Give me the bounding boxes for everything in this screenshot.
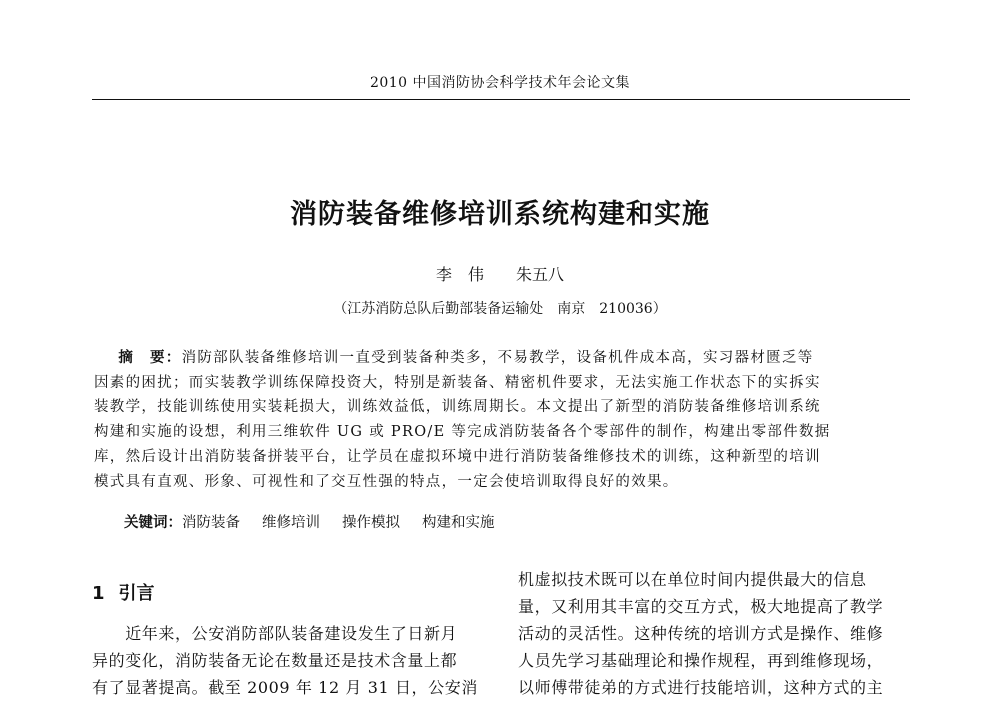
keywords-label: 关键词： [124,515,182,531]
abstract-line: 构建和实施的设想，利用三维软件 UG 或 PRO/E 等完成消防装备各个零部件的制作，构建出零部件数据 [94,424,831,441]
keyword: 构建和实施 [422,515,495,531]
abstract-line: 装教学，技能训练使用实装耗损大，训练效益低，训练周期长。本文提出了新型的消防装备维修培训系统 [94,399,821,416]
body-line: 以师傅带徒弟的方式进行技能培训，这种方式的主 [518,678,884,697]
keyword: 消防装备 [182,515,240,531]
body-column-left [92,620,492,701]
affiliation: （江苏消防总队后勤部装备运输处 南京 210036） [333,301,667,317]
keyword: 操作模拟 [342,515,400,531]
body-line: 活动的灵活性。这种传统的培训方式是操作、维修 [518,624,884,643]
body-column-right [518,566,912,701]
section-heading [92,579,155,605]
abstract [94,346,910,494]
body-line: 人员先学习基础理论和操作规程，再到维修现场， [518,651,884,670]
header-rule [92,99,910,100]
body-line: 机虚拟技术既可以在单位时间内提供最大的信息 [518,570,867,589]
abstract-label: 摘 要： [118,350,182,366]
abstract-text: 消防部队装备维修培训一直受到装备种类多，不易教学，设备机件成本高，实习器材匮乏等 [181,350,814,366]
abstract-line [94,346,910,371]
body-line: 近年来，公安消防部队装备建设发生了日新月 [92,624,458,643]
section-title: 引言 [118,583,155,604]
keywords [124,511,517,532]
body-line: 有了显著提高。截至 2009 年 12 月 31 日，公安消 [92,678,478,697]
author-name: 朱五八 [516,265,565,284]
body-line: 量，又利用其丰富的交互方式，极大地提高了教学 [518,597,884,616]
authors [0,262,1000,285]
author-name: 李 伟 [435,265,484,284]
section-number: 1 [92,583,105,604]
abstract-line: 模式具有直观、形象、可视性和了交互性强的特点，一定会使培训取得良好的效果。 [94,473,679,490]
keyword: 维修培训 [262,515,320,531]
abstract-line: 因素的困扰；而实装教学训练保障投资大，特别是新装备、精密机件要求，无法实施工作状态下的实拆实 [94,374,821,391]
body-line: 异的变化，消防装备无论在数量还是技术含量上都 [92,651,458,670]
abstract-line: 库，然后设计出消防装备拼装平台，让学员在虚拟环境中进行消防装备维修技术的训练，这种新型的培训 [94,448,821,465]
running-header: 2010 中国消防协会科学技术年会论文集 [369,75,631,91]
paper-title: 消防装备维修培训系统构建和实施 [290,199,710,230]
